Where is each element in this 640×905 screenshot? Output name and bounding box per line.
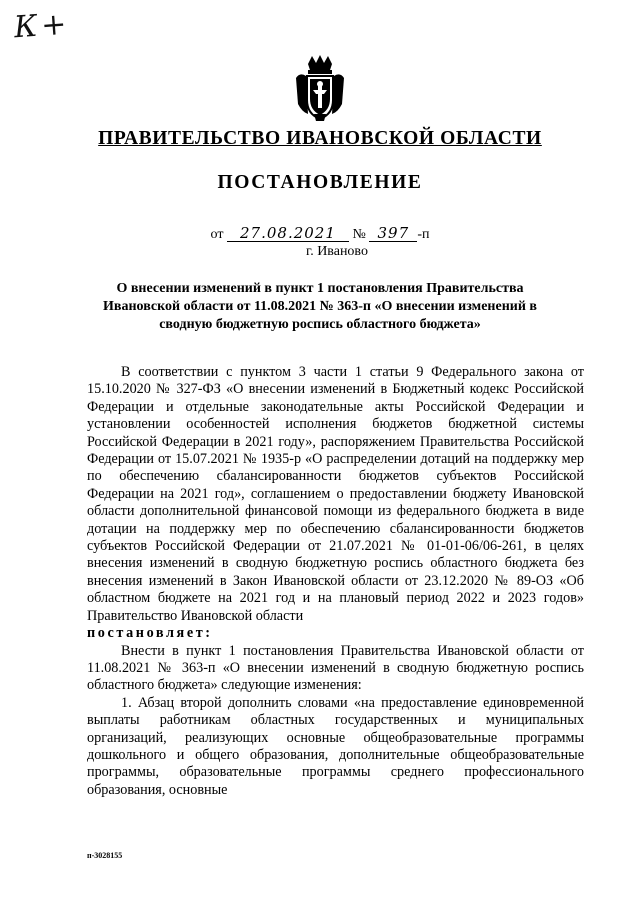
document-date: 27.08.2021 — [227, 226, 349, 242]
document-title: О внесении изменений в пункт 1 постановления Правительства Ивановской области от 11.08.2021 № 363-п «О внесении изменений в сводную бюджетную роспись областного бюджета» — [103, 281, 537, 332]
handwritten-mark: К+ — [12, 6, 72, 46]
document-number: 397 — [369, 226, 417, 242]
number-sign: № — [352, 227, 366, 242]
resolves-word: постановляет: — [87, 625, 213, 642]
city: г. Иваново — [306, 244, 368, 259]
number-suffix: -п — [417, 227, 430, 242]
document-type: ПОСТАНОВЛЕНИЕ — [217, 172, 423, 193]
document-body — [87, 364, 584, 799]
government-name: ПРАВИТЕЛЬСТВО ИВАНОВСКОЙ ОБЛАСТИ — [98, 128, 542, 149]
document-id: п-3028155 — [87, 851, 123, 860]
item-1-paragraph: 1. Абзац второй дополнить словами «на предоставление единовременной выплаты работникам областных государственных и муниципальных организаций, реализующих основные общеобразовательные программы дошкольного и общего образования, дополнительные общеобразовательные программы, образовательные программы среднего профессионального образования, основные — [87, 694, 584, 798]
coat-of-arms-icon — [294, 54, 346, 122]
resolves-line — [87, 625, 584, 642]
preamble-paragraph: В соответствии с пунктом 3 части 1 статьи 9 Федерального закона от 15.10.2020 № 327-ФЗ «О внесении изменений в Бюджетный кодекс Российской Федерации и отдельные законодательные акты Российской Федерации и установлении особенностей исполнения бюджетов бюджетной системы Российской Федерации в 2021 году», распоряжением Правительства Российской Федерации от 15.07.2021 № 1935-р «О распределении дотаций на поддержку мер по обеспечению сбалансированности бюджетов субъектов Российской Федерации на 2021 год», соглашением о предоставлении бюджету Ивановской области дополнительной финансовой помощи из федерального бюджета в виде дотации на поддержку мер по обеспечению сбалансированности бюджетов субъектов Российской Федерации от 21.07.2021 № 01-01-06/06-261, в целях внесения изменений в сводную бюджетную роспись областного бюджета без внесения изменений в Закон Ивановской области от 23.12.2020 № 89-ОЗ «Об областном бюджете на 2021 год и на плановый период 2022 и 2023 годов» Правительство Ивановской области — [87, 364, 584, 624]
resolution-paragraph: Внести в пункт 1 постановления Правительства Ивановской области от 11.08.2021 № 363-п «О внесении изменений в сводную бюджетную роспись областного бюджета» следующие изменения: — [87, 642, 584, 694]
date-number-line — [0, 226, 640, 243]
date-prefix: от — [210, 227, 224, 242]
